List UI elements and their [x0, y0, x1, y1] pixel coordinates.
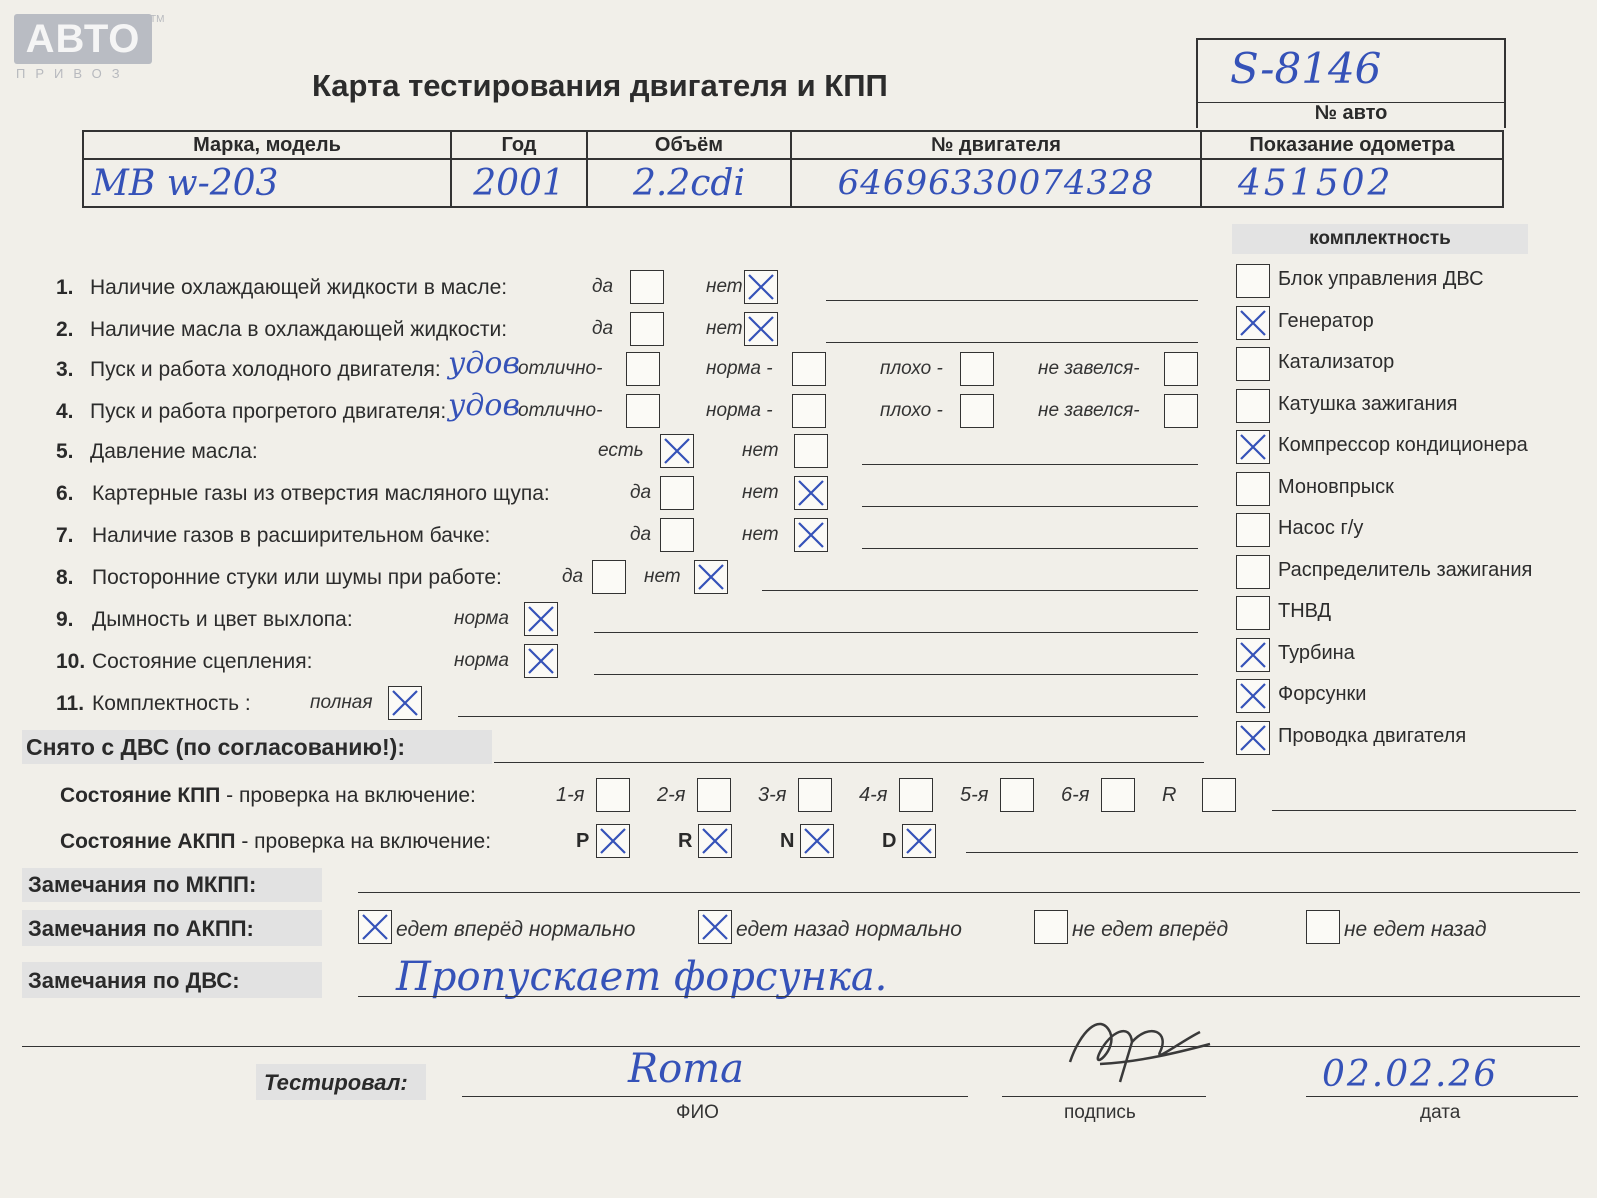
test-date: 02.02.26 — [1322, 1054, 1499, 1095]
akpp-remarks-label: Замечания по АКПП: — [28, 916, 254, 941]
question-1-checkbox-0[interactable] — [630, 270, 664, 304]
komplekt-label-5: Моновпрыск — [1278, 475, 1394, 498]
question-3-option-label-3: не завелся- — [1038, 358, 1140, 379]
kpp-gear-checkbox-3[interactable] — [899, 778, 933, 812]
akpp-remark-checkbox-1[interactable] — [698, 910, 732, 944]
question-10-option-label-0: норма — [454, 650, 509, 671]
question-text-4: Пуск и работа прогретого двигателя: — [90, 400, 447, 423]
kpp-gear-checkbox-6[interactable] — [1202, 778, 1236, 812]
kpp-gear-label-6: R — [1162, 784, 1177, 806]
akpp-remark-checkbox-3[interactable] — [1306, 910, 1340, 944]
value-odometer: 451502 — [1201, 159, 1503, 207]
page-title: Карта тестирования двигателя и КПП — [312, 68, 888, 103]
check-mark-icon — [903, 825, 935, 857]
kpp-gear-checkbox-0[interactable] — [596, 778, 630, 812]
question-3-option-label-0: отлично- — [518, 358, 603, 379]
car-number-label: № авто — [1196, 102, 1506, 128]
signature-label: подпись — [1064, 1102, 1136, 1123]
question-11-checkbox-0[interactable] — [388, 686, 422, 720]
date-line — [1306, 1096, 1578, 1097]
akpp-mode-checkbox-1[interactable] — [698, 824, 732, 858]
date-label: дата — [1420, 1102, 1461, 1123]
komplekt-checkbox-6[interactable] — [1236, 513, 1270, 547]
header-engine-number: № двигателя — [791, 131, 1201, 159]
car-number-value: S-8146 — [1230, 44, 1382, 93]
question-line-9 — [594, 632, 1198, 633]
question-number-1: 1. — [56, 276, 74, 299]
question-number-10: 10. — [56, 650, 86, 673]
question-text-3: Пуск и работа холодного двигателя: — [90, 358, 441, 381]
komplekt-label-6: Насос г/у — [1278, 517, 1364, 539]
question-number-4: 4. — [56, 400, 74, 423]
question-4-option-label-0: отлично- — [518, 400, 603, 421]
check-mark-icon — [795, 519, 827, 551]
kpp-gear-label-2: 3-я — [758, 784, 787, 806]
question-7-option-label-0: да — [630, 524, 652, 545]
kpp-gear-checkbox-2[interactable] — [798, 778, 832, 812]
check-mark-icon — [801, 825, 833, 857]
tester-name: Roma — [628, 1046, 744, 1092]
signature-line — [1002, 1096, 1206, 1097]
question-line-10 — [594, 674, 1198, 675]
header-odometer: Показание одометра — [1201, 131, 1503, 159]
dvs-remarks-value: Пропускает форсунка. — [396, 954, 888, 1000]
question-5-checkbox-1[interactable] — [794, 434, 828, 468]
check-mark-icon — [1237, 680, 1269, 712]
logo-subtitle: ПРИВОЗ — [16, 66, 130, 81]
question-6-checkbox-1[interactable] — [794, 476, 828, 510]
komplekt-label-11: Проводка двигателя — [1278, 724, 1467, 747]
akpp-mode-label-1: R — [678, 830, 693, 852]
akpp-remark-label-0: едет вперёд нормально — [396, 918, 636, 941]
check-mark-icon — [695, 561, 727, 593]
komplekt-checkbox-5[interactable] — [1236, 472, 1270, 506]
snyato-line — [494, 762, 1204, 763]
question-4-checkbox-0[interactable] — [626, 394, 660, 428]
avtoprivoz-logo: АВТО — [14, 14, 152, 64]
akpp-remark-label-2: не едет вперёд — [1072, 918, 1229, 941]
question-11-option-label-0: полная — [310, 692, 373, 713]
question-line-2 — [826, 342, 1198, 343]
dvs-line — [358, 996, 1580, 997]
check-mark-icon — [525, 603, 557, 635]
question-3-checkbox-1[interactable] — [792, 352, 826, 386]
question-3-checkbox-0[interactable] — [626, 352, 660, 386]
question-9-option-label-0: норма — [454, 608, 509, 629]
akpp-label-rest: - проверка на включение: — [235, 830, 492, 853]
akpp-mode-checkbox-3[interactable] — [902, 824, 936, 858]
question-number-2: 2. — [56, 318, 74, 341]
kpp-gear-label-4: 5-я — [960, 784, 989, 806]
tested-label: Тестировал: — [264, 1070, 408, 1095]
header-make-model: Марка, модель — [83, 131, 451, 159]
signature-image — [1060, 1002, 1230, 1102]
question-line-1 — [826, 300, 1198, 301]
komplektnost-title: комплектность — [1232, 224, 1528, 254]
komplekt-checkbox-4[interactable] — [1236, 430, 1270, 464]
akpp-label — [60, 830, 491, 854]
kpp-line — [1272, 810, 1576, 811]
fio-line — [462, 1096, 968, 1097]
kpp-gear-checkbox-5[interactable] — [1101, 778, 1135, 812]
komplekt-checkbox-10[interactable] — [1236, 679, 1270, 713]
question-8-option-label-1: нет — [644, 566, 681, 587]
akpp-mode-label-3: D — [882, 830, 897, 852]
mkpp-line — [358, 892, 1580, 893]
check-mark-icon — [745, 271, 777, 303]
question-number-7: 7. — [56, 524, 74, 547]
question-line-6 — [862, 506, 1198, 507]
question-1-option-label-0: да — [592, 276, 614, 297]
question-4-option-label-3: не завелся- — [1038, 400, 1140, 421]
komplekt-checkbox-3[interactable] — [1236, 389, 1270, 423]
check-mark-icon — [661, 435, 693, 467]
question-3-checkbox-2[interactable] — [960, 352, 994, 386]
question-text-6: Картерные газы из отверстия масляного щупа: — [92, 482, 550, 505]
question-2-checkbox-0[interactable] — [630, 312, 664, 346]
komplekt-checkbox-0[interactable] — [1236, 264, 1270, 298]
kpp-gear-label-0: 1-я — [556, 784, 585, 806]
question-4-checkbox-2[interactable] — [960, 394, 994, 428]
dvs-remarks-label: Замечания по ДВС: — [28, 968, 240, 993]
question-5-option-label-0: есть — [598, 440, 644, 461]
question-8-checkbox-1[interactable] — [694, 560, 728, 594]
akpp-line — [966, 852, 1578, 853]
akpp-mode-label-0: P — [576, 830, 590, 852]
question-text-11: Комплектность : — [92, 692, 251, 715]
komplekt-label-8: ТНВД — [1278, 600, 1332, 622]
question-8-checkbox-0[interactable] — [592, 560, 626, 594]
question-text-5: Давление масла: — [90, 440, 258, 463]
question-number-11: 11. — [56, 692, 85, 715]
question-number-6: 6. — [56, 482, 74, 505]
komplekt-label-7: Распределитель зажигания — [1278, 558, 1533, 581]
question-3-option-label-1: норма - — [706, 358, 773, 379]
check-mark-icon — [597, 825, 629, 857]
check-mark-icon — [745, 313, 777, 345]
question-9-checkbox-0[interactable] — [524, 602, 558, 636]
question-2-option-label-1: нет — [706, 318, 743, 339]
check-mark-icon — [1237, 431, 1269, 463]
question-3-checkbox-3[interactable] — [1164, 352, 1198, 386]
question-text-10: Состояние сцепления: — [92, 650, 313, 673]
komplekt-checkbox-7[interactable] — [1236, 555, 1270, 589]
akpp-remark-checkbox-2[interactable] — [1034, 910, 1068, 944]
value-volume: 2.2cdi — [587, 159, 791, 207]
question-text-1: Наличие охлаждающей жидкости в масле: — [90, 276, 508, 299]
kpp-label-bold: Состояние КПП — [60, 784, 221, 807]
akpp-remark-checkbox-0[interactable] — [358, 910, 392, 944]
value-engine-number: 64696330074328 — [791, 159, 1201, 207]
question-5-option-label-1: нет — [742, 440, 779, 461]
question-number-8: 8. — [56, 566, 74, 589]
question-1-checkbox-1[interactable] — [744, 270, 778, 304]
komplekt-checkbox-2[interactable] — [1236, 347, 1270, 381]
question-line-5 — [862, 464, 1198, 465]
question-2-option-label-0: да — [592, 318, 614, 339]
kpp-gear-checkbox-1[interactable] — [697, 778, 731, 812]
check-mark-icon — [1237, 307, 1269, 339]
extra-line — [22, 1046, 1580, 1047]
check-mark-icon — [699, 825, 731, 857]
akpp-mode-checkbox-0[interactable] — [596, 824, 630, 858]
question-4-option-label-1: норма - — [706, 400, 773, 421]
question-4-option-label-2: плохо - — [880, 400, 943, 421]
check-mark-icon — [1237, 639, 1269, 671]
kpp-label-rest: - проверка на включение: — [220, 784, 476, 807]
check-mark-icon — [389, 687, 421, 719]
kpp-label — [60, 784, 476, 808]
question-text-2: Наличие масла в охлаждающей жидкости: — [90, 318, 508, 341]
kpp-gear-label-3: 4-я — [859, 784, 888, 806]
question-number-3: 3. — [56, 358, 74, 381]
question-10-checkbox-0[interactable] — [524, 644, 558, 678]
value-year: 2001 — [451, 159, 587, 207]
trademark-label: TM — [150, 14, 165, 25]
value-make-model: MB w-203 — [83, 159, 451, 207]
question-note-4: удов — [448, 388, 520, 423]
akpp-remark-label-1: едет назад нормально — [736, 918, 962, 941]
question-7-option-label-1: нет — [742, 524, 779, 545]
car-number-box — [1196, 38, 1506, 103]
question-note-3: удов — [448, 346, 520, 381]
check-mark-icon — [699, 911, 731, 943]
akpp-remark-label-3: не едет назад — [1344, 918, 1487, 941]
check-mark-icon — [359, 911, 391, 943]
komplekt-label-0: Блок управления ДВС — [1278, 268, 1484, 290]
mkpp-remarks-label: Замечания по МКПП: — [28, 872, 257, 897]
question-6-checkbox-0[interactable] — [660, 476, 694, 510]
vehicle-info-table — [82, 130, 1504, 208]
question-4-checkbox-3[interactable] — [1164, 394, 1198, 428]
question-5-checkbox-0[interactable] — [660, 434, 694, 468]
header-year: Год — [451, 131, 587, 159]
question-text-7: Наличие газов в расширительном бачке: — [92, 524, 491, 547]
question-text-8: Посторонние стуки или шумы при работе: — [92, 566, 502, 589]
question-number-9: 9. — [56, 608, 74, 631]
check-mark-icon — [1237, 722, 1269, 754]
komplekt-label-2: Катализатор — [1278, 351, 1395, 373]
question-2-checkbox-1[interactable] — [744, 312, 778, 346]
header-volume: Объём — [587, 131, 791, 159]
question-1-option-label-1: нет — [706, 276, 743, 297]
question-line-7 — [862, 548, 1198, 549]
fio-label: ФИО — [676, 1102, 719, 1123]
question-6-option-label-1: нет — [742, 482, 779, 503]
komplekt-label-4: Компрессор кондиционера — [1278, 434, 1528, 456]
komplekt-label-1: Генератор — [1278, 309, 1374, 332]
akpp-mode-checkbox-2[interactable] — [800, 824, 834, 858]
snyato-label: Снято с ДВС (по согласованию!): — [26, 734, 405, 760]
kpp-gear-label-1: 2-я — [657, 784, 686, 806]
komplekt-checkbox-9[interactable] — [1236, 638, 1270, 672]
question-3-option-label-2: плохо - — [880, 358, 943, 379]
komplekt-label-9: Турбина — [1278, 641, 1355, 664]
question-8-option-label-0: да — [562, 566, 584, 587]
akpp-label-bold: Состояние АКПП — [60, 830, 236, 853]
check-mark-icon — [525, 645, 557, 677]
question-line-11 — [458, 716, 1198, 717]
question-6-option-label-0: да — [630, 482, 652, 503]
question-text-9: Дымность и цвет выхлопа: — [92, 608, 353, 631]
question-number-5: 5. — [56, 440, 74, 463]
kpp-gear-checkbox-4[interactable] — [1000, 778, 1034, 812]
question-line-8 — [762, 590, 1198, 591]
question-7-checkbox-1[interactable] — [794, 518, 828, 552]
question-7-checkbox-0[interactable] — [660, 518, 694, 552]
check-mark-icon — [795, 477, 827, 509]
komplekt-label-10: Форсунки — [1278, 683, 1367, 705]
komplekt-label-3: Катушка зажигания — [1278, 392, 1458, 415]
question-4-checkbox-1[interactable] — [792, 394, 826, 428]
komplekt-checkbox-1[interactable] — [1236, 306, 1270, 340]
komplekt-checkbox-8[interactable] — [1236, 596, 1270, 630]
kpp-gear-label-5: 6-я — [1061, 784, 1090, 806]
akpp-mode-label-2: N — [780, 830, 795, 852]
komplekt-checkbox-11[interactable] — [1236, 721, 1270, 755]
